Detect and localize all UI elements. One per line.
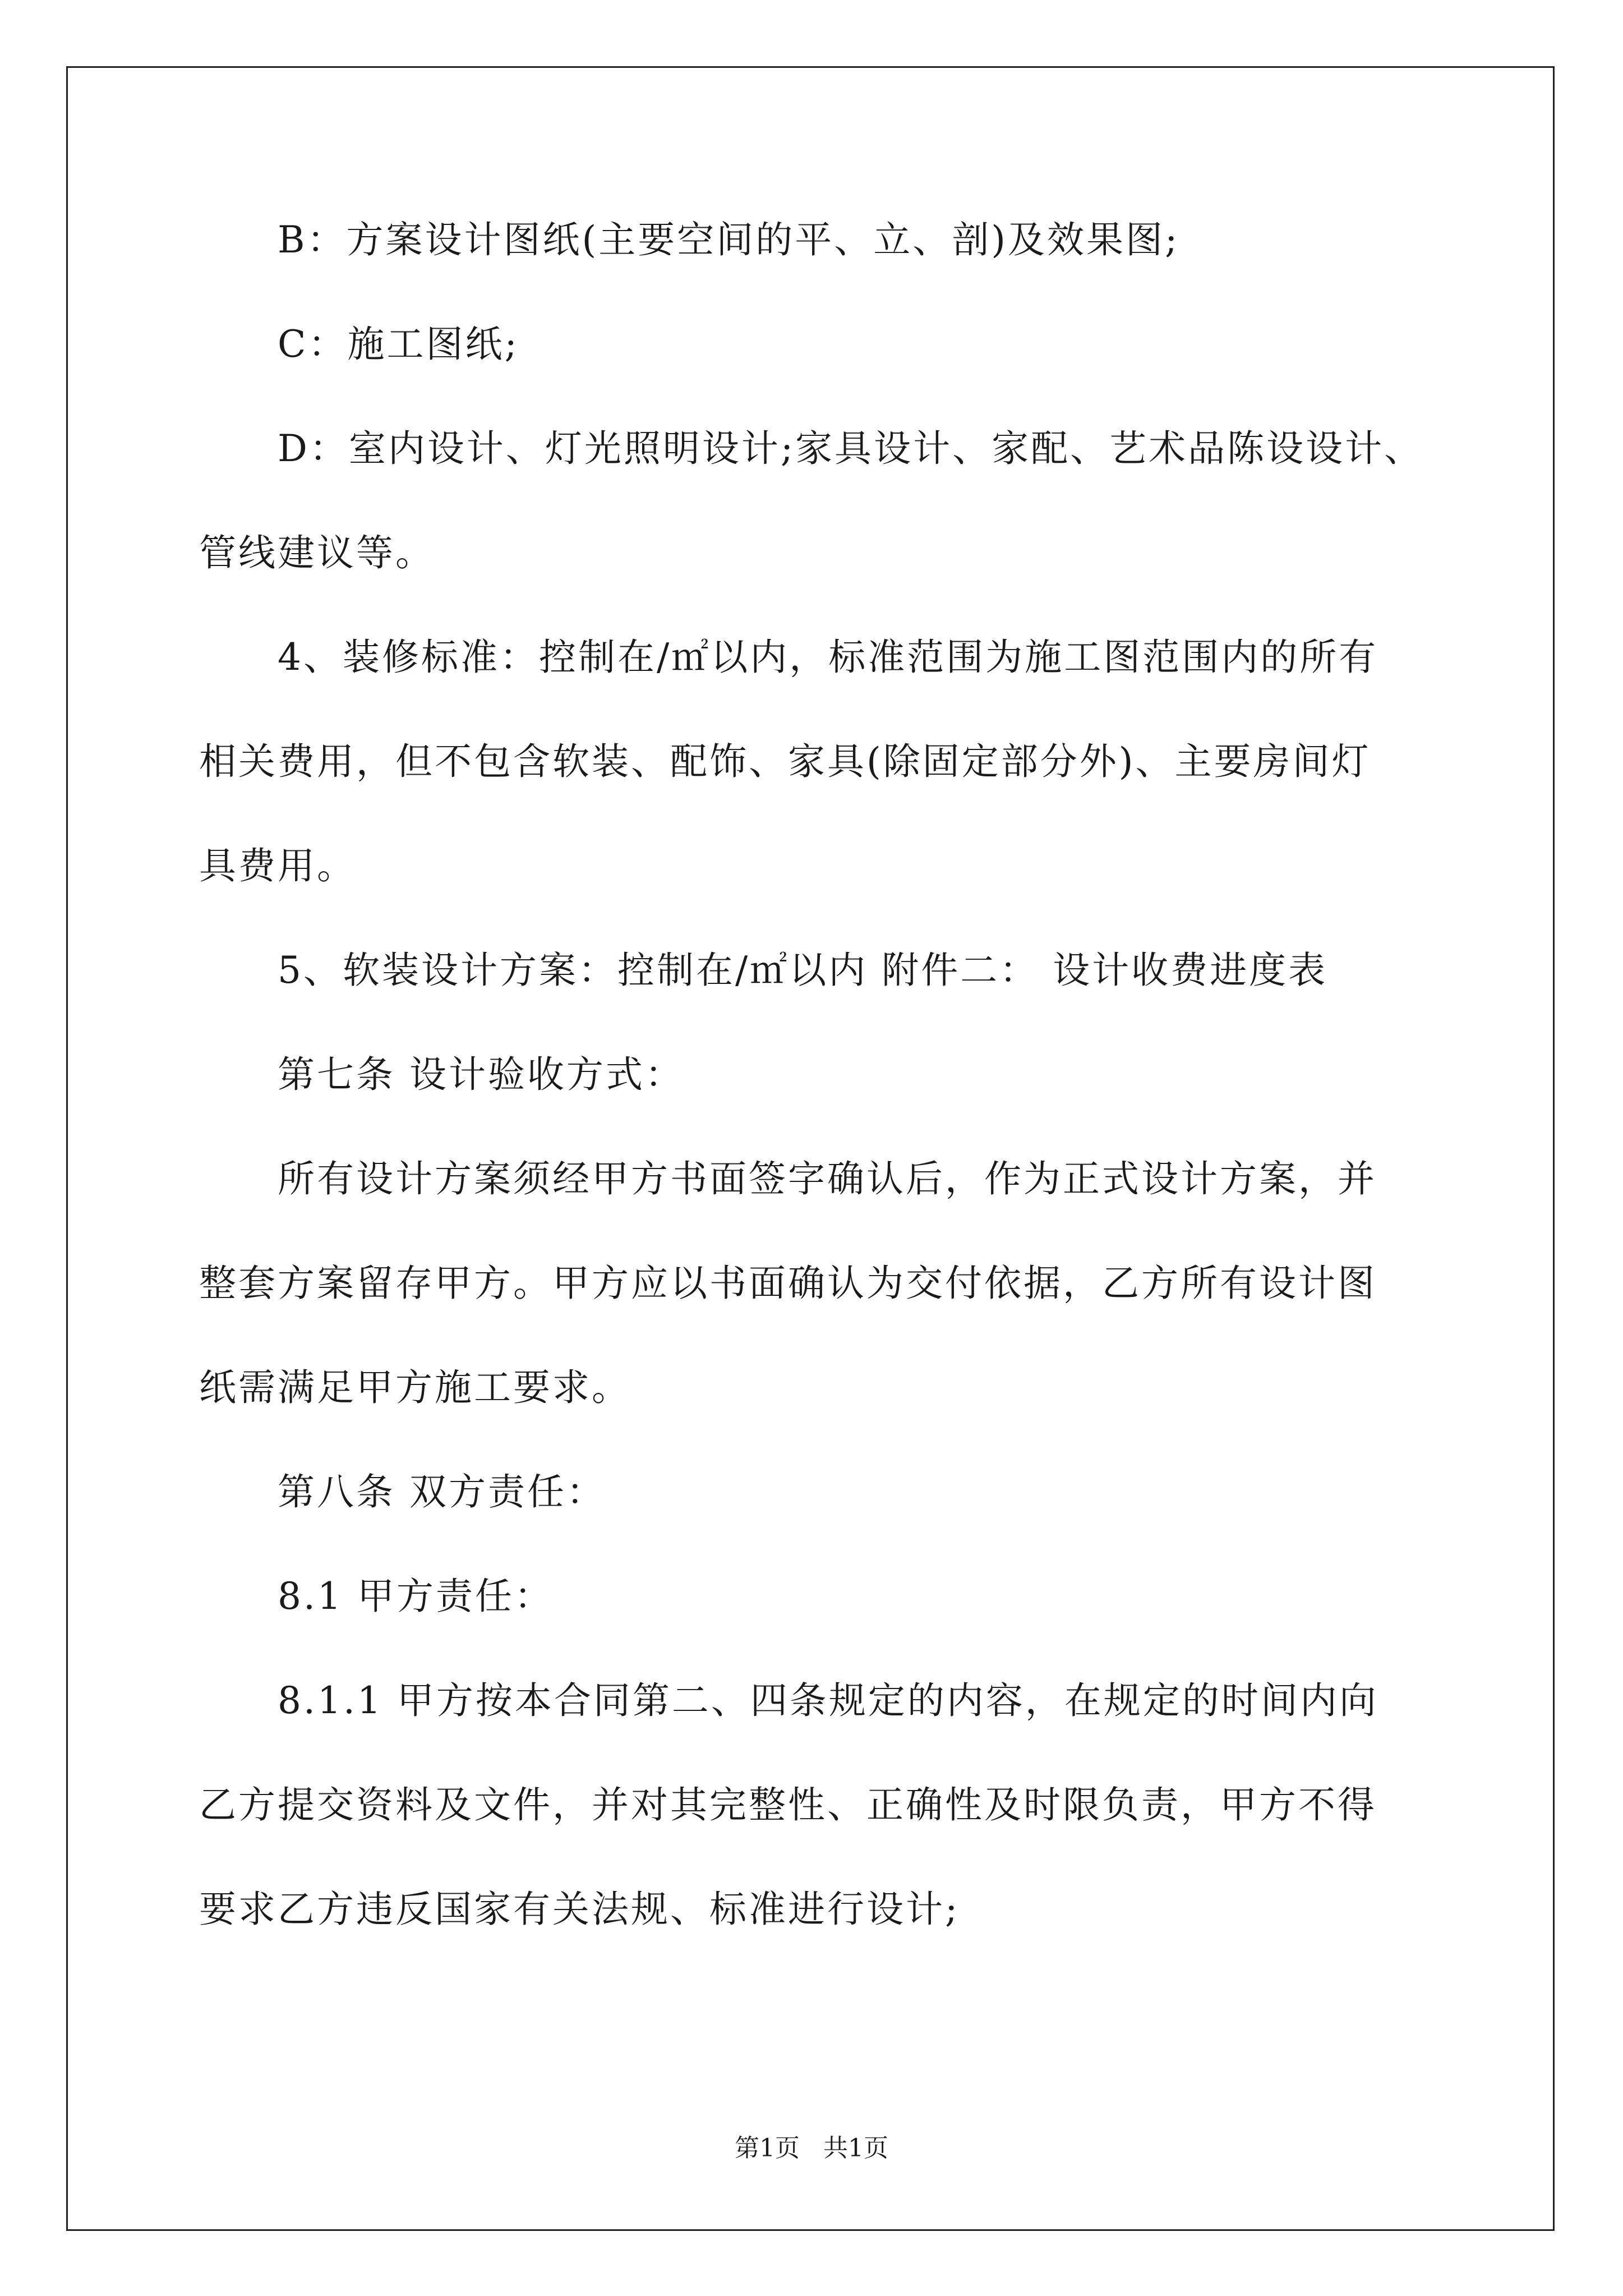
text-line: 5、软装设计方案：控制在/㎡以内 附件二： 设计收费进度表 xyxy=(199,949,1328,992)
text-line: 具费用。 xyxy=(199,844,356,887)
text-line: 乙方提交资料及文件，并对其完整性、正确性及时限负责，甲方不得 xyxy=(199,1783,1377,1826)
text-line: 8.1 甲方责任： xyxy=(199,1575,554,1618)
text-line: B：方案设计图纸(主要空间的平、立、剖)及效果图; xyxy=(199,218,1180,261)
page-number-footer: 第1页 共1页 xyxy=(735,2134,888,2162)
text-line: 所有设计方案须经甲方书面签字确认后，作为正式设计方案，并 xyxy=(199,1157,1377,1200)
text-line: 相关费用，但不包含软装、配饰、家具(除固定部分外)、主要房间灯 xyxy=(199,740,1371,783)
text-line: 整套方案留存甲方。甲方应以书面确认为交付依据，乙方所有设计图 xyxy=(199,1262,1377,1305)
text-line: 第八条 双方责任： xyxy=(199,1470,606,1513)
text-line: 4、装修标准：控制在/㎡以内，标准范围为施工图范围内的所有 xyxy=(199,636,1378,679)
text-line: 8.1.1 甲方按本合同第二、四条规定的内容，在规定的时间内向 xyxy=(199,1679,1378,1722)
text-line: 要求乙方违反国家有关法规、标准进行设计; xyxy=(199,1888,960,1931)
text-line: 第七条 设计验收方式： xyxy=(199,1053,684,1096)
text-line: 纸需满足甲方施工要求。 xyxy=(199,1366,631,1409)
text-line: D：室内设计、灯光照明设计;家具设计、家配、艺术品陈设设计、 xyxy=(199,427,1424,470)
text-line: C：施工图纸; xyxy=(199,323,519,366)
text-line: 管线建议等。 xyxy=(199,531,435,574)
